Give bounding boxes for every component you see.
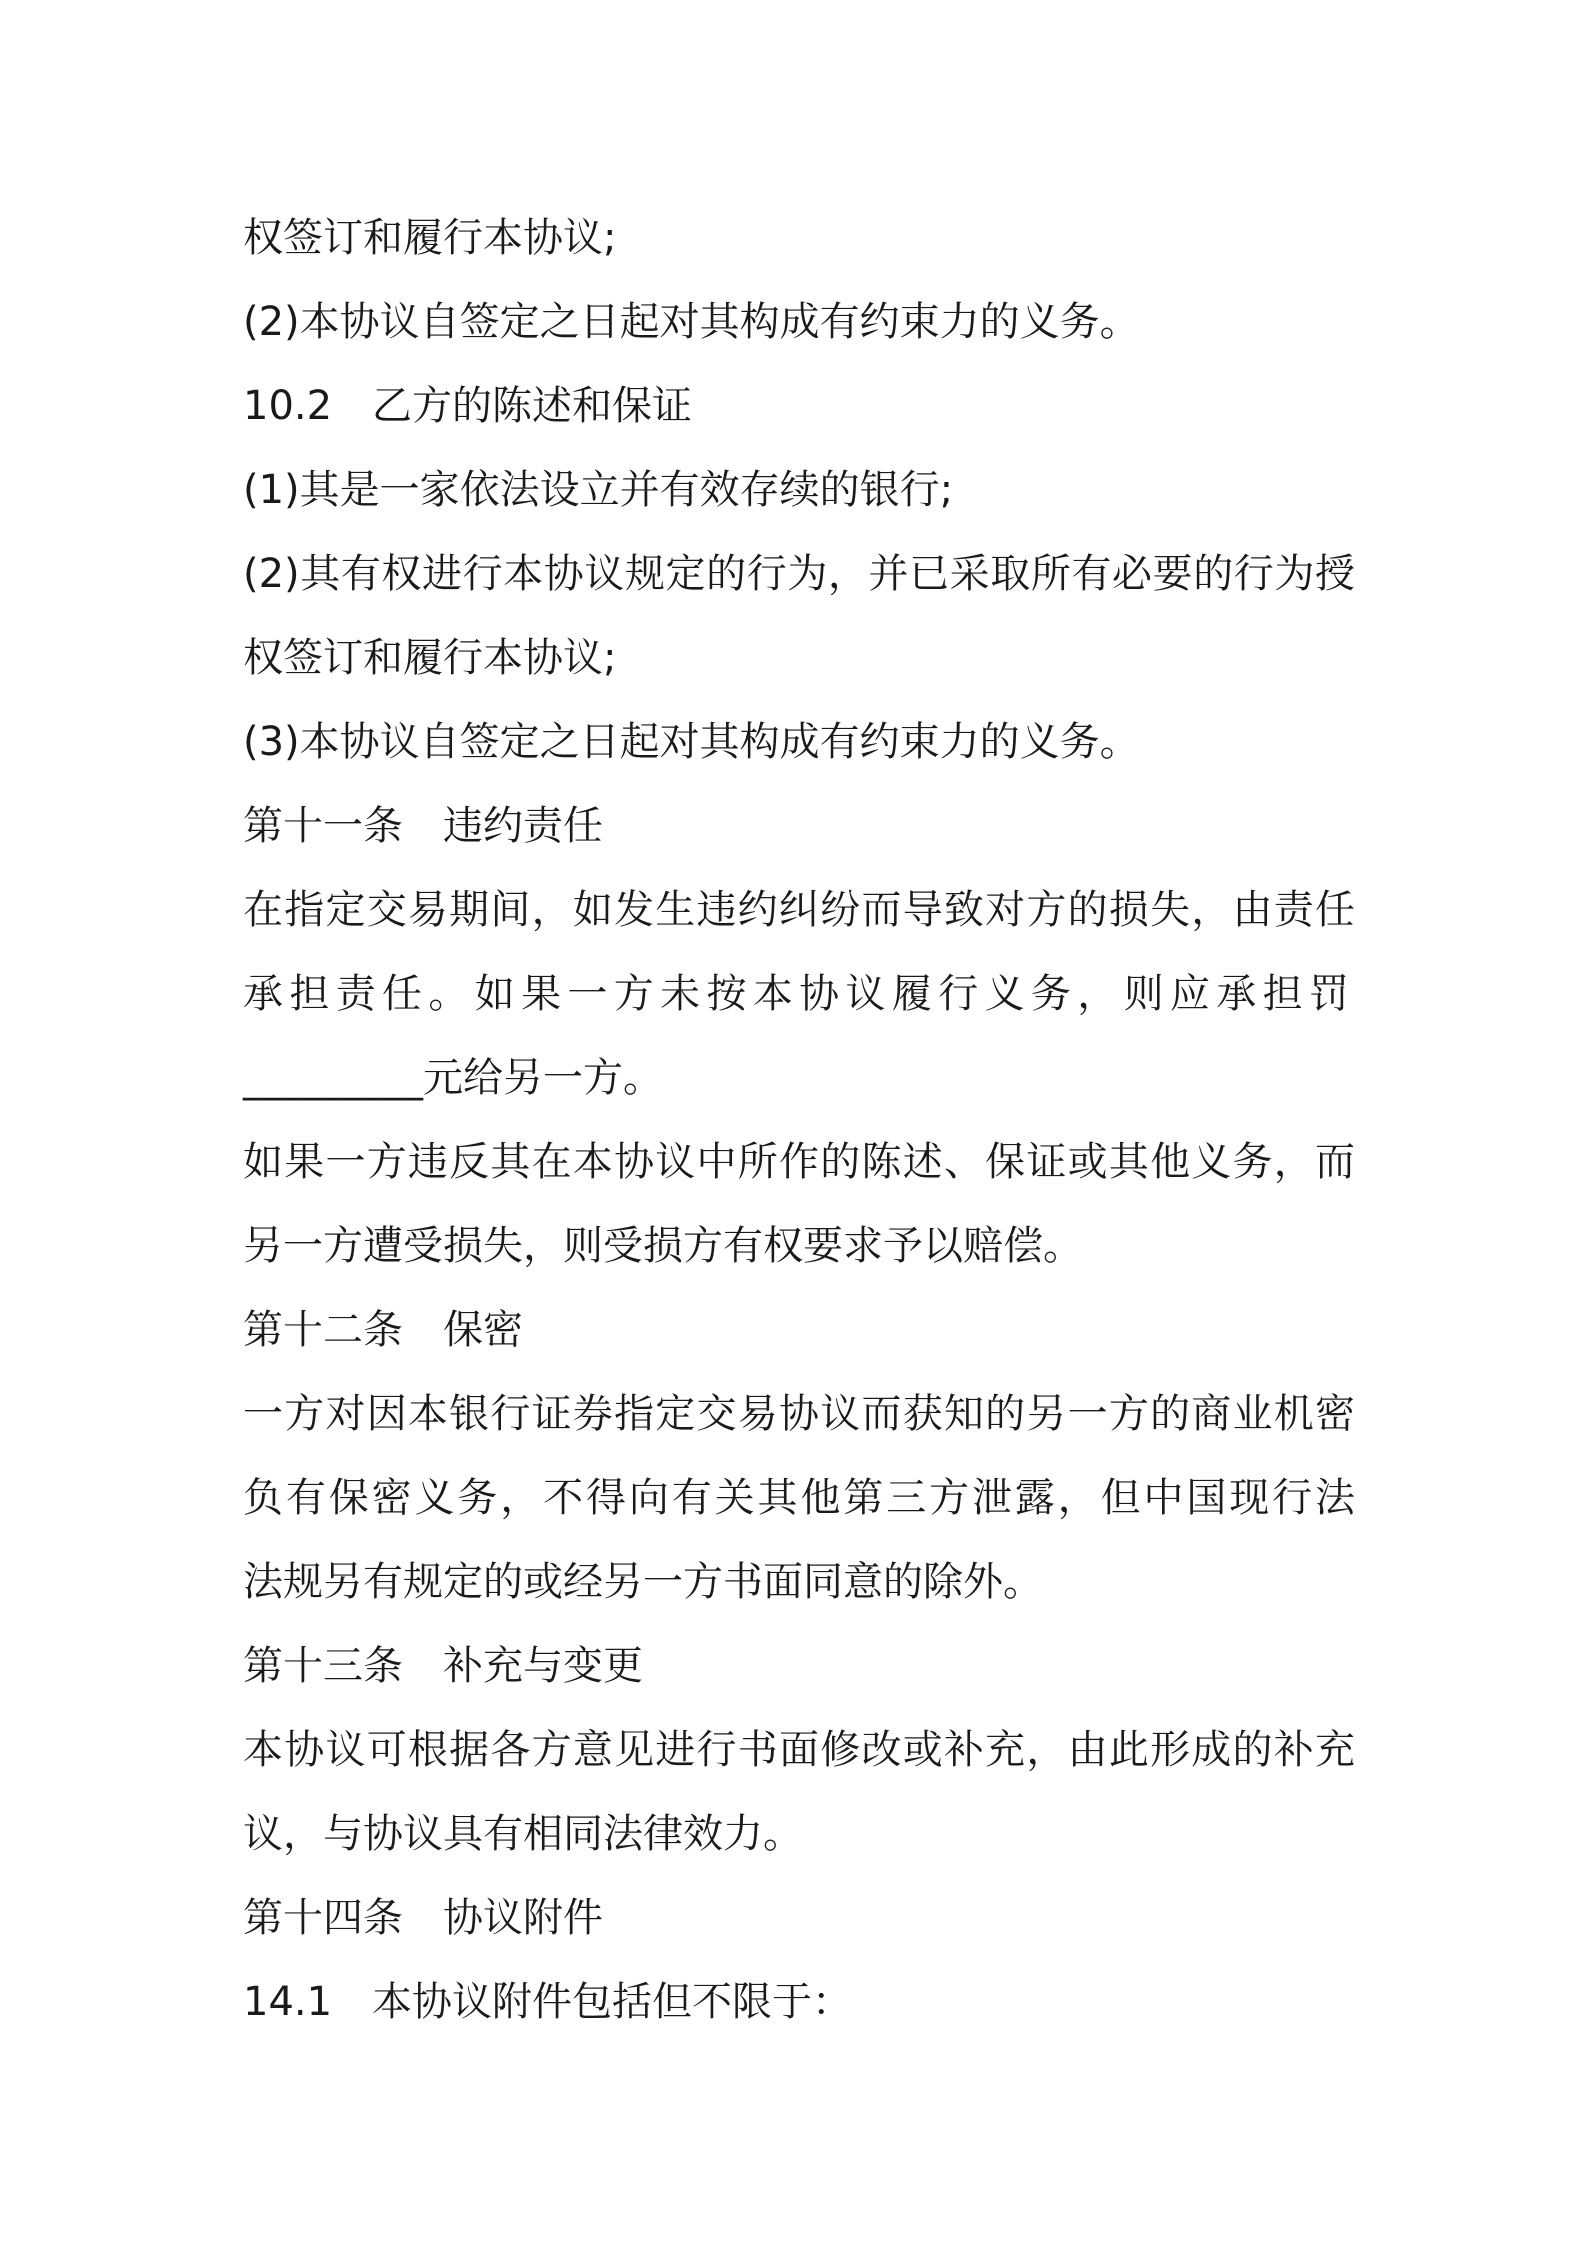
paragraph-line: 本协议可根据各方意见进行书面修改或补充，由此形成的补充	[243, 1727, 1355, 1773]
paragraph-line: 另一方遭受损失，则受损方有权要求予以赔偿。	[243, 1223, 1083, 1269]
paragraph-line: 如果一方违反其在本协议中所作的陈述、保证或其他义务，而	[243, 1139, 1355, 1185]
paragraph-line: 法规另有规定的或经另一方书面同意的除外。	[243, 1559, 1043, 1605]
document-body	[243, 196, 1355, 2044]
paragraph-line: (2)本协议自签定之日起对其构成有约束力的义务。	[243, 299, 1140, 345]
paragraph-line: 一方对因本银行证券指定交易协议而获知的另一方的商业机密	[243, 1391, 1355, 1437]
article-heading: 第十三条 补充与变更	[243, 1643, 643, 1689]
article-heading: 第十二条 保密	[243, 1307, 523, 1353]
paragraph-line: 权签订和履行本协议;	[243, 635, 617, 681]
paragraph-line: 议，与协议具有相同法律效力。	[243, 1811, 803, 1857]
paragraph-line: 权签订和履行本协议;	[243, 215, 617, 261]
paragraph-line: 在指定交易期间，如发生违约纠纷而导致对方的损失，由责任	[243, 887, 1355, 933]
article-heading: 第十一条 违约责任	[243, 803, 603, 849]
paragraph-line: _________元给另一方。	[243, 1055, 663, 1101]
section-heading: 14.1 本协议附件包括但不限于：	[243, 1979, 853, 2025]
paragraph-line: 负有保密义务，不得向有关其他第三方泄露，但中国现行法	[243, 1475, 1355, 1521]
paragraph-line: (1)其是一家依法设立并有效存续的银行;	[243, 467, 954, 513]
paragraph-line: 承担责任。如果一方未按本协议履行义务，则应承担罚	[243, 971, 1355, 1017]
paragraph-line: (3)本协议自签定之日起对其构成有约束力的义务。	[243, 719, 1140, 765]
section-heading: 10.2 乙方的陈述和保证	[243, 383, 693, 429]
article-heading: 第十四条 协议附件	[243, 1895, 603, 1941]
paragraph-line: (2)其有权进行本协议规定的行为，并已采取所有必要的行为授	[243, 551, 1355, 597]
